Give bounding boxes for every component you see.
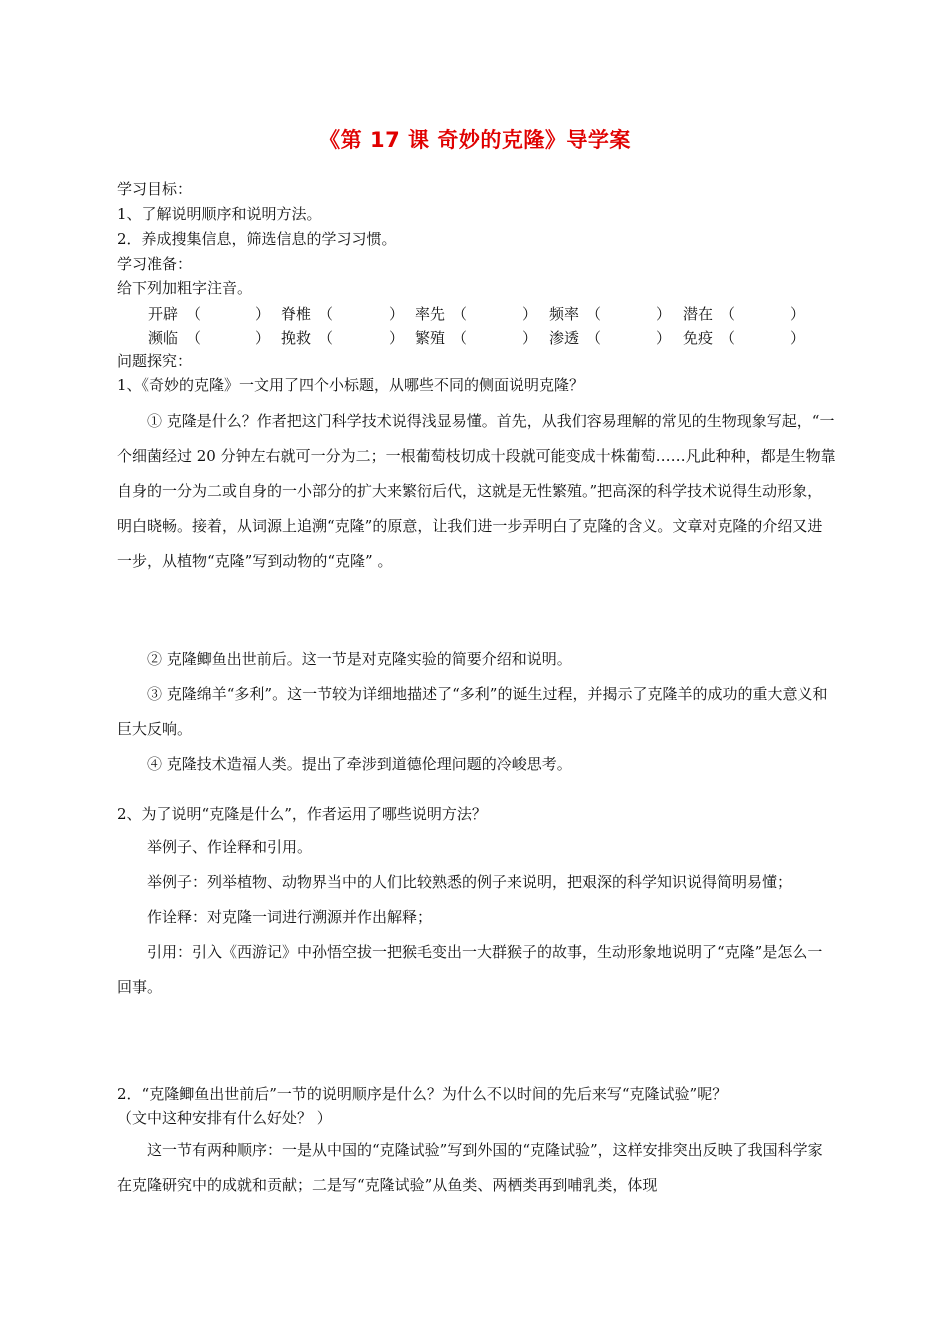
answer-2-paragraph-1: 举例子、作诠释和引用。 <box>147 838 313 856</box>
paren-open: （ <box>720 305 736 323</box>
paren-open: （ <box>452 329 468 347</box>
paren-close: ） <box>790 305 806 323</box>
word-item: 脊椎 <box>281 305 312 323</box>
prep-instruction: 给下列加粗字注音。 <box>117 279 253 297</box>
paren-close: ） <box>656 329 672 347</box>
word-item: 免疫 <box>683 329 714 347</box>
goal-item-1: 1、了解说明顺序和说明方法。 <box>117 205 322 223</box>
paren-open: （ <box>318 329 334 347</box>
answer-1-block <box>117 404 837 579</box>
word-item: 频率 <box>549 305 580 323</box>
word-item: 率先 <box>415 305 446 323</box>
paren-close: ） <box>389 329 405 347</box>
paren-close: ） <box>522 329 538 347</box>
goal-item-2: 2．养成搜集信息，筛选信息的学习习惯。 <box>117 230 397 248</box>
answer-1-paragraph-3: ③ 克隆绵羊“多利”。这一节较为详细地描述了“多利”的诞生过程，并揭示了克隆羊的成功的重大意义和巨大反响。 <box>117 685 828 738</box>
section-heading-goals: 学习目标： <box>117 180 193 198</box>
section-heading-explore: 问题探究： <box>117 352 193 370</box>
paren-close: ） <box>790 329 806 347</box>
document-title: 《第 17 课 奇妙的克隆》导学案 <box>319 128 631 152</box>
word-item: 挽救 <box>281 329 312 347</box>
word-item: 潜在 <box>683 305 714 323</box>
question-3-sub: （文中这种安排有什么好处？ ） <box>117 1109 332 1127</box>
answer-1-paragraph-2: ② 克隆鲫鱼出世前后。这一节是对克隆实验的简要介绍和说明。 <box>147 650 572 668</box>
paren-open: （ <box>318 305 334 323</box>
paren-open: （ <box>586 329 602 347</box>
paren-open: （ <box>452 305 468 323</box>
paren-close: ） <box>389 305 405 323</box>
question-2: 2、为了说明“克隆是什么”，作者运用了哪些说明方法？ <box>117 805 487 823</box>
question-1: 1、《奇妙的克隆》一文用了四个小标题，从哪些不同的侧面说明克隆？ <box>117 376 585 394</box>
word-item: 渗透 <box>549 329 580 347</box>
answer-2-paragraph-4: 引用：引入《西游记》中孙悟空拔一把猴毛变出一大群猴子的故事，生动形象地说明了“克隆”是怎么一回事。 <box>117 943 823 996</box>
question-3: 2．“克隆鲫鱼出世前后”一节的说明顺序是什么？为什么不以时间的先后来写“克隆试验”呢？ <box>117 1085 728 1103</box>
answer-2-block <box>117 830 837 1005</box>
paren-open: （ <box>586 305 602 323</box>
paren-close: ） <box>656 305 672 323</box>
answer-2-paragraph-2: 举例子：列举植物、动物界当中的人们比较熟悉的例子来说明，把艰深的科学知识说得简明易懂； <box>147 873 793 891</box>
answer-3-paragraph-1: 这一节有两种顺序：一是从中国的“克隆试验”写到外国的“克隆试验”，这样安排突出反映了我国科学家在克隆研究中的成就和贡献；二是写“克隆试验”从鱼类、两栖类再到哺乳类，体现 <box>117 1141 823 1194</box>
answer-1-block-b <box>117 642 837 782</box>
word-item: 繁殖 <box>415 329 446 347</box>
section-heading-prep: 学习准备： <box>117 255 193 273</box>
paren-close: ） <box>255 305 271 323</box>
paren-open: （ <box>186 305 202 323</box>
paren-open: （ <box>186 329 202 347</box>
answer-2-paragraph-3: 作诠释：对克隆一词进行溯源并作出解释； <box>147 908 433 926</box>
word-item: 开辟 <box>148 305 179 323</box>
answer-1-paragraph-4: ④ 克隆技术造福人类。提出了牵涉到道德伦理问题的冷峻思考。 <box>147 755 572 773</box>
paren-close: ） <box>522 305 538 323</box>
answer-3-block <box>117 1133 837 1203</box>
answer-1-paragraph-1: ① 克隆是什么？作者把这门科学技术说得浅显易懂。首先，从我们容易理解的常见的生物现象写起，“一个细菌经过 20 分钟左右就可一分为二；一根葡萄枝切成十段就可能变成十株葡萄……凡此种种，都是生物靠自身的一分为二或自身的一小部分的扩大来繁衍后代，这就是无性繁殖。”把高深的科学技术说得生动形象，明白晓畅。接着，从词源上追溯“克隆”的原意，让我们进一步弄明白了克隆的含义。文章对克隆的介绍又进一步，从植物“克隆”写到动物的“克隆” 。 <box>117 412 836 570</box>
word-item: 濒临 <box>148 329 179 347</box>
paren-open: （ <box>720 329 736 347</box>
paren-close: ） <box>255 329 271 347</box>
